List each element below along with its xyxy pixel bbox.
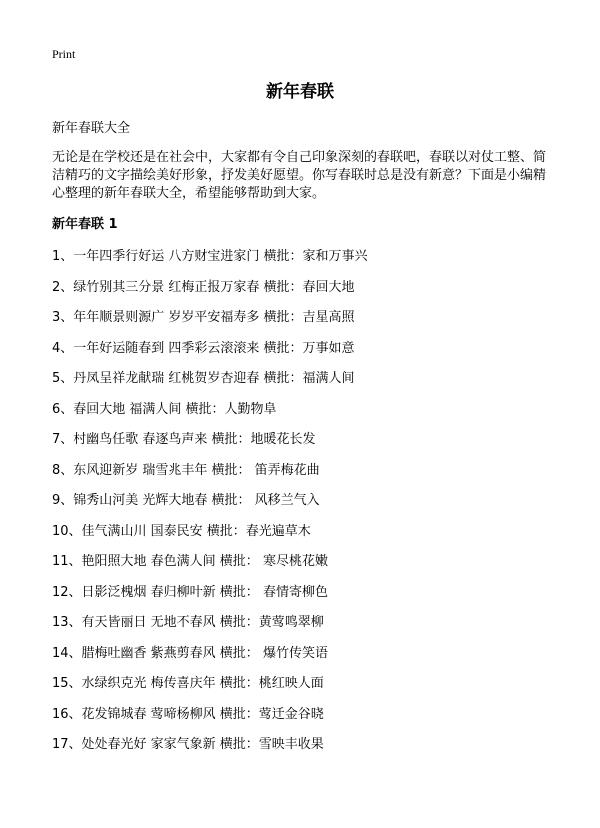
couplet-item: 6、春回大地 福满人间 横批：人勤物阜 xyxy=(52,401,277,417)
couplet-item: 2、绿竹别其三分景 红梅正报万家春 横批：春回大地 xyxy=(52,279,355,295)
couplet-item: 5、丹凤呈祥龙献瑞 红桃贺岁杏迎春 横批：福满人间 xyxy=(52,371,355,386)
couplet-item: 4、一年好运随春到 四季彩云滚滚来 横批：万事如意 xyxy=(52,340,355,356)
section-heading: 新年春联 1 xyxy=(52,217,118,232)
couplet-item: 10、佳气满山川 国泰民安 横批：春光遍草木 xyxy=(52,523,311,539)
couplet-item: 17、处处春光好 家家气象新 横批：雪映丰收果 xyxy=(52,737,324,752)
couplet-item: 8、东风迎新岁 瑞雪兆丰年 横批： 笛弄梅花曲 xyxy=(52,462,320,478)
couplet-item: 11、艳阳照大地 春色满人间 横批： 寒尽桃花嫩 xyxy=(52,554,328,569)
couplet-item: 13、有天皆丽日 无地不春风 横批：黄莺鸣翠柳 xyxy=(52,615,324,630)
article-subtitle: 新年春联大全 xyxy=(52,121,131,136)
page-title: 新年春联 xyxy=(266,82,334,102)
couplet-item: 7、村幽鸟任歌 春逐鸟声来 横批：地暖花长发 xyxy=(52,432,316,447)
print-link[interactable]: Print xyxy=(52,47,76,61)
intro-paragraph: 无论是在学校还是在社会中，大家都有令自己印象深刻的春联吧，春联以对仗工整、简洁精巧的文字描绘美好形象，抒发美好愿望。你写春联时总是没有新意？下面是小编精心整理的新年春联大全，希望能够帮助到大家。 xyxy=(52,150,547,201)
couplet-item: 9、锦秀山河美 光辉大地春 横批： 风移兰气入 xyxy=(52,493,320,508)
couplet-list xyxy=(52,246,572,765)
couplet-item: 1、一年四季行好运 八方财宝进家门 横批：家和万事兴 xyxy=(52,249,368,264)
couplet-item: 15、水绿织克光 梅传喜庆年 横批：桃红映人面 xyxy=(52,676,324,691)
couplet-item: 3、年年顺景则源广 岁岁平安福寿多 横批：吉星高照 xyxy=(52,310,355,325)
couplet-item: 16、花发锦城春 莺啼杨柳风 横批：莺迁金谷晓 xyxy=(52,706,324,722)
couplet-item: 14、腊梅吐幽香 紫燕剪春风 横批： 爆竹传笑语 xyxy=(52,645,328,661)
couplet-item: 12、日影泛槐烟 春归柳叶新 横批： 春情寄柳色 xyxy=(52,584,328,600)
